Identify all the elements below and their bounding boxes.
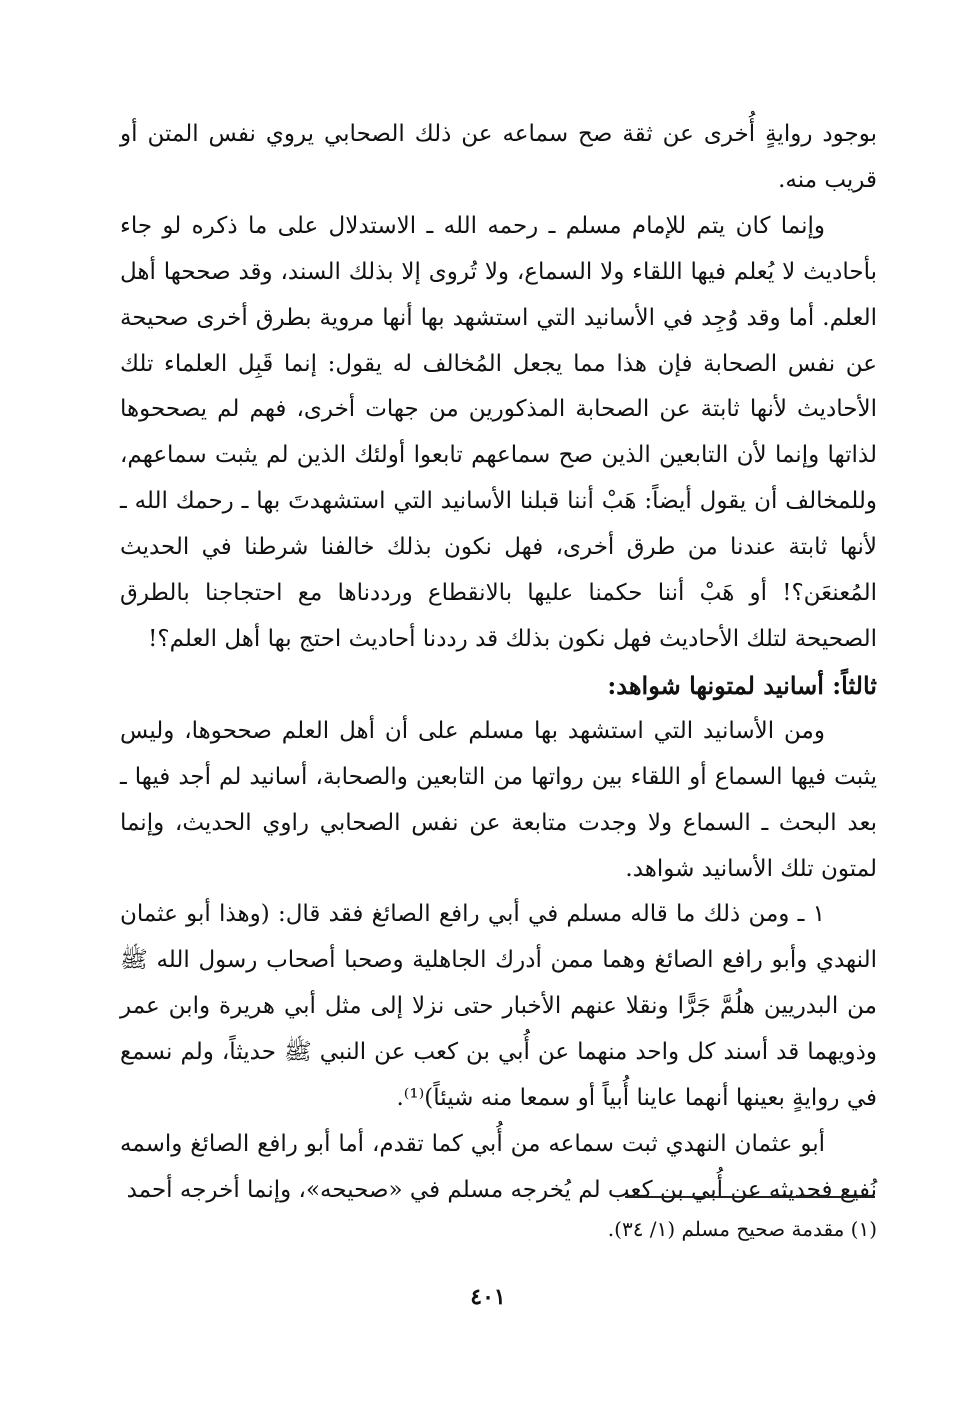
main-text [120,112,877,1214]
page-number: ٤٠١ [470,1284,506,1310]
paragraph-1: بوجود روايةٍ أُخرى عن ثقة صح سماعه عن ذلك الصحابي يروي نفس المتن أو قريب منه. [120,121,877,193]
paragraph-2: وإنما كان يتم للإمام مسلم ـ رحمه الله ـ الاستدلال على ما ذكره لو جاء بأحاديث لا يُعلم فيها اللقاء ولا السماع، ولا تُروى إلا بذلك السند، وقد صححها أهل العلم. أما وقد وُجِد في الأسانيد التي استشهد بها أنها مروية بطرق أخرى صحيحة عن نفس الصحابة فإن هذا مما يجعل المُخالف له يقول: إنما قَبِل العلماء تلك الأحاديث لأنها ثابتة عن الصحابة المذكورين من جهات أخرى، فهم لم يصححوها لذاتها وإنما لأن التابعين الذين صح سماعهم تابعوا أولئك الذين لم يثبت سماعهم، وللمخالف أن يقول أيضاً: هَبْ أننا قبلنا الأسانيد التي استشهدتَ بها ـ رحمك الله ـ لأنها ثابتة عندنا من طرق أخرى، فهل نكون بذلك خالفنا شرطنا في الحديث المُعنعَن؟! أو هَبْ أننا حكمنا عليها بالانقطاع ورددناها مع احتجاجنا بالطرق الصحيحة لتلك الأحاديث فهل نكون بذلك قد رددنا أحاديث احتج بها أهل العلم؟! [120,212,877,652]
paragraph-5: أبو عثمان النهدي ثبت سماعه من أُبي كما تقدم، أما أبو رافع الصائغ واسمه نُفيع فحديثه عن أُبي بن كعب لم يُخرجه مسلم في «صحيحه»، وإنما أخرجه أحمد [120,1130,877,1203]
footnote-divider [625,1196,875,1198]
footnote: (١) مقدمة صحيح مسلم (١/ ٣٤). [607,1217,877,1241]
paragraph-3: ومن الأسانيد التي استشهد بها مسلم على أن أهل العلم صححوها، وليس يثبت فيها السماع أو اللقاء بين رواتها من التابعين والصحابة، أسانيد لم أجد فيها ـ بعد البحث ـ السماع ولا وجدت متابعة عن نفس الصحابي راوي الحديث، وإنما لمتون تلك الأسانيد شواهد. [120,717,877,882]
section-heading: ثالثاً: أسانيد لمتونها شواهد: [607,670,877,700]
paragraph-4: ١ ـ ومن ذلك ما قاله مسلم في أبي رافع الصائغ فقد قال: (وهذا أبو عثمان النهدي وأبو رافع الصائغ وهما ممن أدرك الجاهلية وصحبا أصحاب رسول الله ﷺ من البدريين هلُمَّ جَرًّا ونقلا عنهم الأخبار حتى نزلا إلى مثل أبي هريرة وابن عمر وذويهما قد أسند كل واحد منهما عن أُبي بن كعب عن النبي ﷺ حديثاً، ولم نسمع في روايةٍ بعينها أنهما عاينا أُبياً أو سمعا منه شيئاً)⁽¹⁾. [120,901,877,1112]
